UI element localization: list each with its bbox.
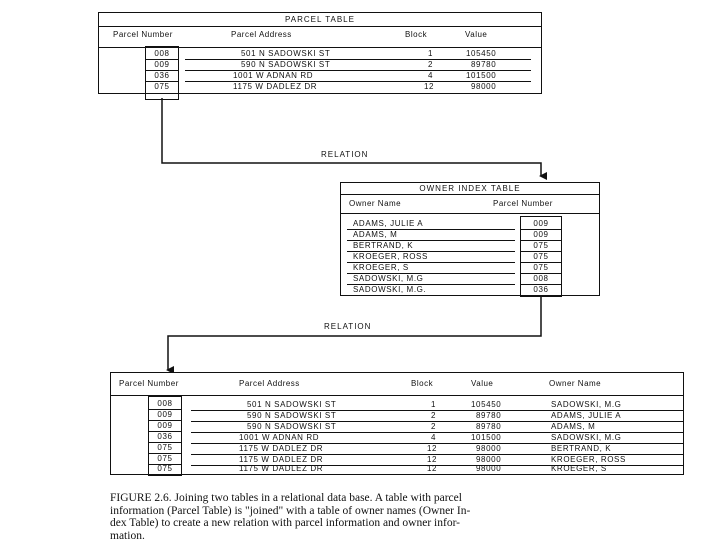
joined-header-block: Block <box>411 379 433 388</box>
parcel-row-block: 2 <box>428 60 433 70</box>
parcel-row-address: 590 N SADOWSKI ST <box>241 60 330 70</box>
joined-row-address: 590 N SADOWSKI ST <box>247 411 336 421</box>
owner-row-parcel: 075 <box>521 252 561 262</box>
owner-row-name: SADOWSKI, M.G <box>353 274 423 284</box>
joined-row-block: 12 <box>427 455 437 465</box>
joined-row-block: 4 <box>431 433 436 443</box>
joined-row-owner: KROEGER, S <box>551 464 607 474</box>
relation-arrow-1 <box>162 98 541 176</box>
owner-row-parcel: 075 <box>521 263 561 273</box>
joined-row-parcel: 036 <box>149 432 181 442</box>
parcel-row-address: 1175 W DADLEZ DR <box>233 82 317 92</box>
joined-header-parcel-address: Parcel Address <box>239 379 300 388</box>
parcel-table-header-parcel-address: Parcel Address <box>231 30 292 39</box>
joined-row-value: 98000 <box>476 455 501 465</box>
joined-row-owner: SADOWSKI, M.G <box>551 400 621 410</box>
owner-row-name: KROEGER, S <box>353 263 409 273</box>
joined-table <box>110 372 684 475</box>
joined-row-address: 1175 W DADLEZ DR <box>239 464 323 474</box>
joined-row-address: 1001 W ADNAN RD <box>239 433 319 443</box>
figure-caption <box>110 492 715 542</box>
parcel-row-address: 501 N SADOWSKI ST <box>241 49 330 59</box>
joined-row-value: 105450 <box>471 400 501 410</box>
owner-row-name: ADAMS, JULIE A <box>353 219 423 229</box>
joined-row-value: 89780 <box>476 411 501 421</box>
parcel-row-number: 009 <box>146 60 178 70</box>
joined-header-parcel-number: Parcel Number <box>119 379 179 388</box>
joined-row-block: 12 <box>427 444 437 454</box>
joined-row-value: 98000 <box>476 464 501 474</box>
joined-row-value: 98000 <box>476 444 501 454</box>
joined-row-block: 2 <box>431 422 436 432</box>
owner-row-parcel: 008 <box>521 274 561 284</box>
relation-arrow-2 <box>168 295 541 370</box>
parcel-table-header-block: Block <box>405 30 427 39</box>
owner-row-parcel: 009 <box>521 219 561 229</box>
parcel-row-block: 1 <box>428 49 433 59</box>
parcel-row-number: 075 <box>146 82 178 92</box>
joined-row-parcel: 075 <box>149 464 181 474</box>
owner-table-title: OWNER INDEX TABLE <box>341 184 599 193</box>
joined-table-key-column <box>148 396 182 476</box>
parcel-table-title: PARCEL TABLE <box>99 15 541 24</box>
joined-header-divider <box>111 395 683 396</box>
joined-row-owner: KROEGER, ROSS <box>551 455 626 465</box>
owner-row-name: ADAMS, M <box>353 230 397 240</box>
owner-table-key-column <box>520 216 562 297</box>
owner-row-parcel: 009 <box>521 230 561 240</box>
joined-row-block: 12 <box>427 464 437 474</box>
parcel-row-value: 101500 <box>466 71 496 81</box>
joined-row-block: 1 <box>431 400 436 410</box>
joined-row-parcel: 075 <box>149 454 181 464</box>
caption-line: information (Parcel Table) is "joined" with a table of owner names (Owner In- <box>110 505 715 518</box>
owner-row-parcel: 075 <box>521 241 561 251</box>
owner-table-header-owner-name: Owner Name <box>349 199 401 208</box>
parcel-row-value: 89780 <box>471 60 496 70</box>
caption-line: dex Table) to create a new relation with parcel information and owner infor- <box>110 517 715 530</box>
joined-row-address: 590 N SADOWSKI ST <box>247 422 336 432</box>
parcel-row-value: 105450 <box>466 49 496 59</box>
parcel-table-header-value: Value <box>465 30 487 39</box>
joined-header-owner-name: Owner Name <box>549 379 601 388</box>
owner-table-header-divider <box>341 213 599 214</box>
joined-row-value: 89780 <box>476 422 501 432</box>
owner-table-header-parcel-number: Parcel Number <box>493 199 553 208</box>
parcel-row-value: 98000 <box>471 82 496 92</box>
joined-row-address: 1175 W DADLEZ DR <box>239 455 323 465</box>
owner-row-parcel: 036 <box>521 285 561 295</box>
parcel-row-block: 4 <box>428 71 433 81</box>
parcel-table-header-parcel-number: Parcel Number <box>113 30 173 39</box>
joined-row-parcel: 009 <box>149 410 181 420</box>
caption-line: FIGURE 2.6. Joining two tables in a relational data base. A table with parcel <box>110 492 715 505</box>
parcel-row-address: 1001 W ADNAN RD <box>233 71 313 81</box>
owner-table-title-divider <box>341 194 599 195</box>
owner-row-name: SADOWSKI, M.G. <box>353 285 426 295</box>
joined-row-owner: SADOWSKI, M.G <box>551 433 621 443</box>
joined-row-value: 101500 <box>471 433 501 443</box>
joined-header-value: Value <box>471 379 493 388</box>
joined-row-owner: ADAMS, M <box>551 422 595 432</box>
joined-row-owner: BERTRAND, K <box>551 444 611 454</box>
joined-row-address: 501 N SADOWSKI ST <box>247 400 336 410</box>
parcel-row-block: 12 <box>424 82 434 92</box>
caption-line: mation. <box>110 530 715 542</box>
relation-label-2: RELATION <box>324 322 371 331</box>
owner-row-name: BERTRAND, K <box>353 241 413 251</box>
joined-row-parcel: 009 <box>149 421 181 431</box>
relation-label-1: RELATION <box>321 150 368 159</box>
parcel-row-number: 008 <box>146 49 178 59</box>
joined-row-block: 2 <box>431 411 436 421</box>
owner-row-name: KROEGER, ROSS <box>353 252 428 262</box>
joined-row-parcel: 075 <box>149 443 181 453</box>
joined-row-address: 1175 W DADLEZ DR <box>239 444 323 454</box>
joined-row-owner: ADAMS, JULIE A <box>551 411 621 421</box>
parcel-row-number: 036 <box>146 71 178 81</box>
joined-row-parcel: 008 <box>149 399 181 409</box>
